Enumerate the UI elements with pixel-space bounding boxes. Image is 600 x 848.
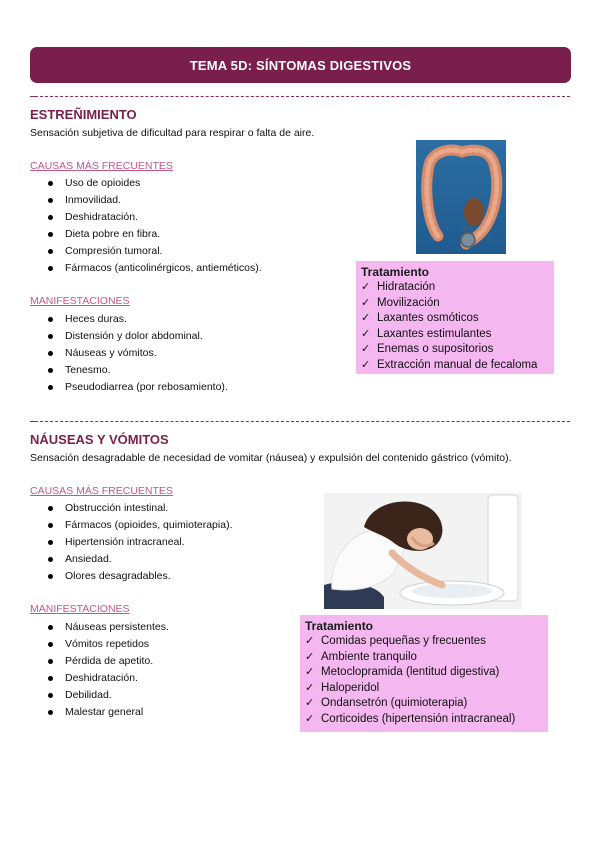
manifestations-heading: MANIFESTACIONES bbox=[30, 603, 130, 615]
list-item: Distensión y dolor abdominal. bbox=[46, 328, 228, 345]
treatment-title: Tratamiento bbox=[361, 265, 430, 279]
list-item: Tenesmo. bbox=[46, 362, 228, 379]
bullet-icon bbox=[48, 181, 53, 186]
list-item: Deshidratación. bbox=[46, 209, 262, 226]
section-description: Sensación desagradable de necesidad de vomitar (náusea) y expulsión del contenido gástrico (vómito). bbox=[30, 452, 512, 464]
person-vomiting-icon bbox=[324, 493, 522, 609]
manifestations-heading: MANIFESTACIONES bbox=[30, 295, 130, 307]
treatment-box bbox=[300, 615, 548, 732]
list-item: ✓ Haloperidol bbox=[305, 681, 542, 697]
list-item: Compresión tumoral. bbox=[46, 243, 262, 260]
check-icon: ✓ bbox=[361, 358, 371, 371]
bullet-icon bbox=[48, 266, 53, 271]
check-icon: ✓ bbox=[305, 650, 315, 663]
list-item: Fármacos (opioides, quimioterapia). bbox=[46, 517, 233, 534]
colon-icon bbox=[416, 140, 506, 254]
page-title: TEMA 5D: SÍNTOMAS DIGESTIVOS bbox=[30, 47, 571, 83]
check-icon: ✓ bbox=[305, 666, 315, 678]
bullet-icon bbox=[48, 710, 53, 715]
list-item: Hipertensión intracraneal. bbox=[46, 534, 233, 551]
colon-illustration bbox=[416, 140, 506, 254]
bullet-icon bbox=[48, 523, 53, 528]
bullet-icon bbox=[48, 198, 53, 203]
list-item: Inmovilidad. bbox=[46, 192, 262, 209]
check-icon: ✓ bbox=[361, 343, 371, 355]
treatment-list bbox=[361, 280, 548, 373]
list-item: Dieta pobre en fibra. bbox=[46, 226, 262, 243]
check-icon: ✓ bbox=[361, 312, 371, 324]
check-icon: ✓ bbox=[361, 296, 371, 309]
bullet-icon bbox=[48, 693, 53, 698]
list-item: ✓ Laxantes estimulantes bbox=[361, 327, 548, 343]
section-description: Sensación subjetiva de dificultad para respirar o falta de aire. bbox=[30, 127, 315, 139]
manifestations-list bbox=[46, 311, 228, 396]
treatment-title: Tratamiento bbox=[305, 619, 374, 633]
person-vomiting-photo bbox=[324, 493, 522, 609]
causes-heading: CAUSAS MÁS FRECUENTES bbox=[30, 485, 173, 497]
list-item: Fármacos (anticolinérgicos, antieméticos). bbox=[46, 260, 262, 277]
list-item: Debilidad. bbox=[46, 687, 169, 704]
list-item: Ansiedad. bbox=[46, 551, 233, 568]
bullet-icon bbox=[48, 317, 53, 322]
list-item: Pseudodiarrea (por rebosamiento). bbox=[46, 379, 228, 396]
list-item: ✓ Extracción manual de fecaloma bbox=[361, 358, 548, 374]
list-item: Uso de opioides bbox=[46, 175, 262, 192]
bullet-icon bbox=[48, 385, 53, 390]
bullet-icon bbox=[48, 351, 53, 356]
section-divider bbox=[30, 96, 570, 97]
causes-list bbox=[46, 175, 262, 277]
bullet-icon bbox=[48, 249, 53, 254]
bullet-icon bbox=[48, 574, 53, 579]
manifestations-list bbox=[46, 619, 169, 721]
causes-list bbox=[46, 500, 233, 585]
list-item: ✓ Corticoides (hipertensión intracraneal) bbox=[305, 712, 542, 728]
treatment-box bbox=[356, 261, 554, 374]
list-item: ✓ Enemas o supositorios bbox=[361, 342, 548, 358]
section-title-estrenimiento: ESTREÑIMIENTO bbox=[30, 107, 137, 122]
check-icon: ✓ bbox=[361, 281, 371, 293]
list-item: Obstrucción intestinal. bbox=[46, 500, 233, 517]
list-item: ✓ Laxantes osmóticos bbox=[361, 311, 548, 327]
list-item: Vómitos repetidos bbox=[46, 636, 169, 653]
list-item: Náuseas persistentes. bbox=[46, 619, 169, 636]
check-icon: ✓ bbox=[305, 681, 315, 694]
bullet-icon bbox=[48, 625, 53, 630]
list-item: Olores desagradables. bbox=[46, 568, 233, 585]
check-icon: ✓ bbox=[305, 635, 315, 647]
list-item: Pérdida de apetito. bbox=[46, 653, 169, 670]
treatment-list bbox=[305, 634, 542, 727]
list-item: Malestar general bbox=[46, 704, 169, 721]
check-icon: ✓ bbox=[305, 712, 315, 725]
section-divider bbox=[30, 421, 570, 422]
bullet-icon bbox=[48, 676, 53, 681]
check-icon: ✓ bbox=[305, 697, 315, 709]
list-item: ✓ Hidratación bbox=[361, 280, 548, 296]
list-item: ✓ Comidas pequeñas y frecuentes bbox=[305, 634, 542, 650]
list-item: ✓ Ambiente tranquilo bbox=[305, 650, 542, 666]
bullet-icon bbox=[48, 557, 53, 562]
causes-heading: CAUSAS MÁS FRECUENTES bbox=[30, 160, 173, 172]
bullet-icon bbox=[48, 215, 53, 220]
bullet-icon bbox=[48, 642, 53, 647]
bullet-icon bbox=[48, 540, 53, 545]
list-item: ✓ Ondansetrón (quimioterapia) bbox=[305, 696, 542, 712]
section-title-nauseas: NÁUSEAS Y VÓMITOS bbox=[30, 432, 169, 447]
bullet-icon bbox=[48, 659, 53, 664]
list-item: ✓ Movilización bbox=[361, 296, 548, 312]
list-item: Heces duras. bbox=[46, 311, 228, 328]
list-item: Deshidratación. bbox=[46, 670, 169, 687]
list-item: ✓ Metoclopramida (lentitud digestiva) bbox=[305, 665, 542, 681]
bullet-icon bbox=[48, 232, 53, 237]
check-icon: ✓ bbox=[361, 327, 371, 340]
list-item: Náuseas y vómitos. bbox=[46, 345, 228, 362]
bullet-icon bbox=[48, 506, 53, 511]
bullet-icon bbox=[48, 334, 53, 339]
bullet-icon bbox=[48, 368, 53, 373]
